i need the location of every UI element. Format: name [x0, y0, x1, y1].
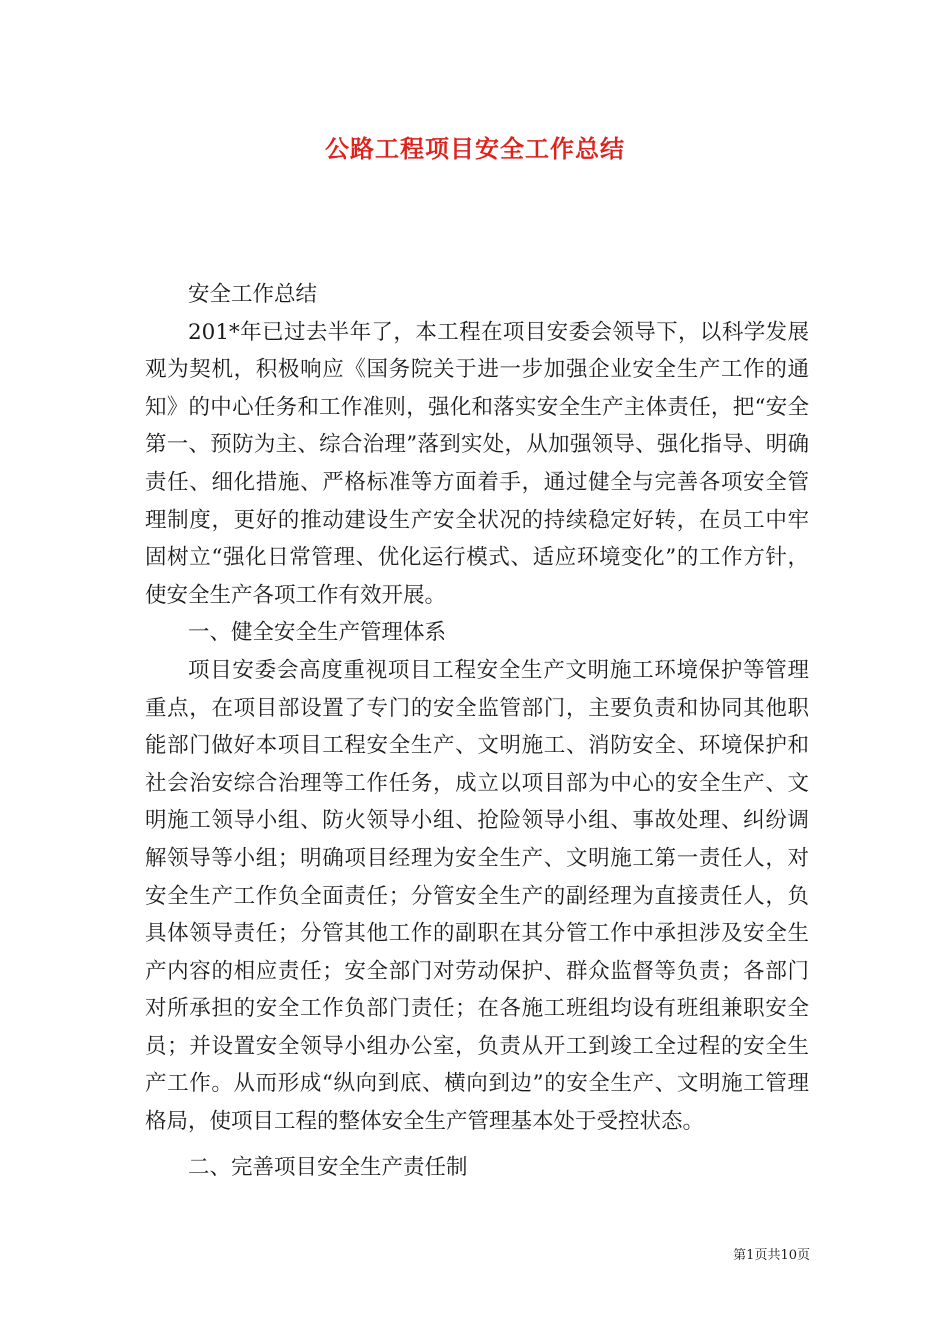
- section-heading: 一、健全安全生产管理体系: [188, 620, 447, 646]
- page-title: 公路工程项目安全工作总结: [325, 135, 625, 163]
- page-number: 第1页共10页: [733, 1248, 810, 1263]
- paragraph: 201*年已过去半年了，本工程在项目安委会领导下，以科学发展观为契机，积极响应《国务院关于进一步加强企业安全生产工作的通知》的中心任务和工作准则，强化和落实安全生产主体责任，把“安全第一、预防为主、综合治理”落到实处，从加强领导、强化指导、明确责任、细化措施、严格标准等方面着手，通过健全与完善各项安全管理制度，更好的推动建设生产安全状况的持续稳定好转，在员工中牢固树立“强化日常管理、优化运行模式、适应环境变化”的工作方针，使安全生产各项工作有效开展。: [145, 319, 809, 608]
- document-body: [145, 276, 809, 1186]
- paragraph: 项目安委会高度重视项目工程安全生产文明施工环境保护等管理重点，在项目部设置了专门的安全监管部门，主要负责和协同其他职能部门做好本项目工程安全生产、文明施工、消防安全、环境保护和社会治安综合治理等工作任务，成立以项目部为中心的安全生产、文明施工领导小组、防火领导小组、抢险领导小组、事故处理、纠纷调解领导等小组；明确项目经理为安全生产、文明施工第一责任人，对安全生产工作负全面责任；分管安全生产的副经理为直接责任人，负具体领导责任；分管其他工作的副职在其分管工作中承担涉及安全生产内容的相应责任；安全部门对劳动保护、群众监督等负责；各部门对所承担的安全工作负部门责任；在各施工班组均设有班组兼职安全员；并设置安全领导小组办公室，负责从开工到竣工全过程的安全生产工作。从而形成“纵向到底、横向到边”的安全生产、文明施工管理格局，使项目工程的整体安全生产管理基本处于受控状态。: [145, 657, 809, 1135]
- section-heading: 安全工作总结: [188, 282, 318, 307]
- section-heading: 二、完善项目安全生产责任制: [188, 1154, 468, 1180]
